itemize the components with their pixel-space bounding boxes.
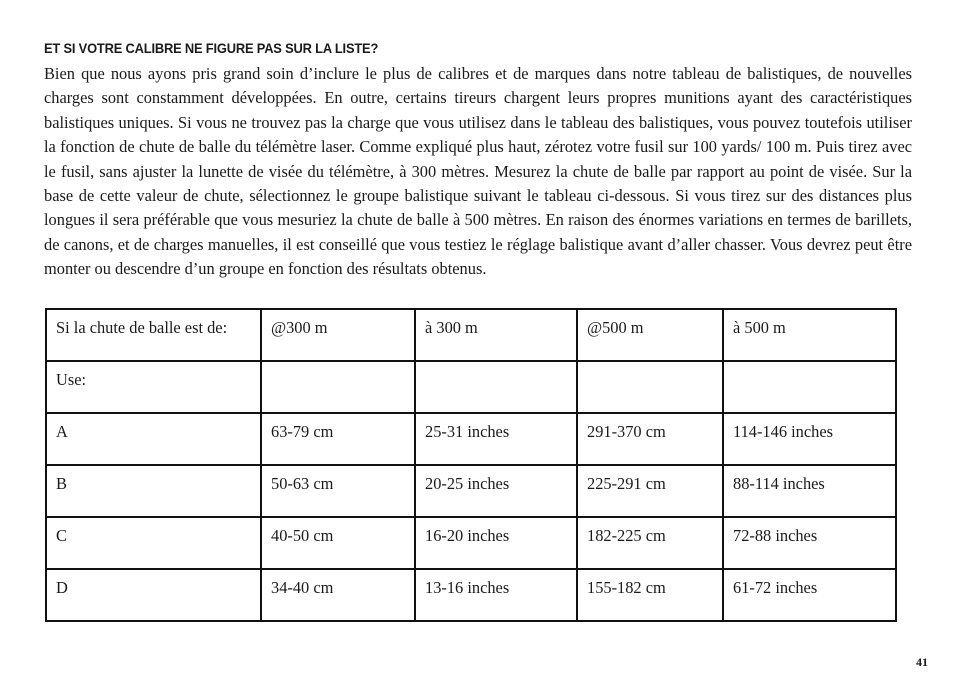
header-cell-drop-label: Si la chute de balle est de: [46, 309, 261, 361]
table-cell: 50-63 cm [261, 465, 415, 517]
table-cell: 16-20 inches [415, 517, 577, 569]
table-cell: 20-25 inches [415, 465, 577, 517]
body-paragraph: Bien que nous ayons pris grand soin d’inclure le plus de calibres et de marques dans notre tableau de balistiques, de nouvelles charges sont constamment développées. En outre, certains tireurs chargent leurs propres munitions ayant des caractéristiques balistiques uniques. Si vous ne trouvez pas la charge que vous utilisez dans le tableau des balistiques, vous pouvez toutefois utiliser la fonction de chute de balle du télémètre laser. Comme expliqué plus haut, zérotez votre fusil sur 100 yards/ 100 m. Puis tirez avec le fusil, sans ajuster la lunette de visée du télémètre, à 300 mètres. Mesurez la chute de balle par rapport au point de visée. Sur la base de cette valeur de chute, sélectionnez le groupe balistique suivant le tableau ci-dessous. Si vous tirez sur des distances plus longues il sera préférable que vous mesuriez la chute de balle à 500 mètres. En raison des énormes variations en termes de barillets, de canons, et de charges manuelles, il est conseillé que vous testiez le réglage balistique avant d’aller chasser. Vous devrez peut être monter ou descendre d’un groupe en fonction des résultats obtenus. [44, 64, 912, 279]
table-cell: 61-72 inches [723, 569, 896, 621]
group-label-cell: D [46, 569, 261, 621]
table-cell [261, 361, 415, 413]
table-cell: 114-146 inches [723, 413, 896, 465]
header-cell-at-300m: @300 m [261, 309, 415, 361]
table-row [46, 569, 896, 621]
table-cell [577, 361, 723, 413]
table-cell: 63-79 cm [261, 413, 415, 465]
table-header-row [46, 309, 896, 361]
page-number: 41 [916, 655, 928, 669]
table-row [46, 465, 896, 517]
table-cell: 88-114 inches [723, 465, 896, 517]
table-row [46, 517, 896, 569]
table-cell: 72-88 inches [723, 517, 896, 569]
header-cell-a-500m: à 500 m [723, 309, 896, 361]
section-heading: ET SI VOTRE CALIBRE NE FIGURE PAS SUR LA LISTE? [44, 40, 379, 56]
table-cell: 182-225 cm [577, 517, 723, 569]
table-cell [415, 361, 577, 413]
table-cell: 40-50 cm [261, 517, 415, 569]
table-row [46, 413, 896, 465]
table-cell: 155-182 cm [577, 569, 723, 621]
table-cell: 34-40 cm [261, 569, 415, 621]
group-label-cell: B [46, 465, 261, 517]
header-cell-at-500m: @500 m [577, 309, 723, 361]
table-cell: 225-291 cm [577, 465, 723, 517]
header-cell-a-300m: à 300 m [415, 309, 577, 361]
group-label-cell: C [46, 517, 261, 569]
table-cell: 25-31 inches [415, 413, 577, 465]
table-cell [723, 361, 896, 413]
table-use-row [46, 361, 896, 413]
table-cell: 13-16 inches [415, 569, 577, 621]
use-label-cell: Use: [46, 361, 261, 413]
ballistic-group-table [45, 308, 897, 622]
table-cell: 291-370 cm [577, 413, 723, 465]
group-label-cell: A [46, 413, 261, 465]
